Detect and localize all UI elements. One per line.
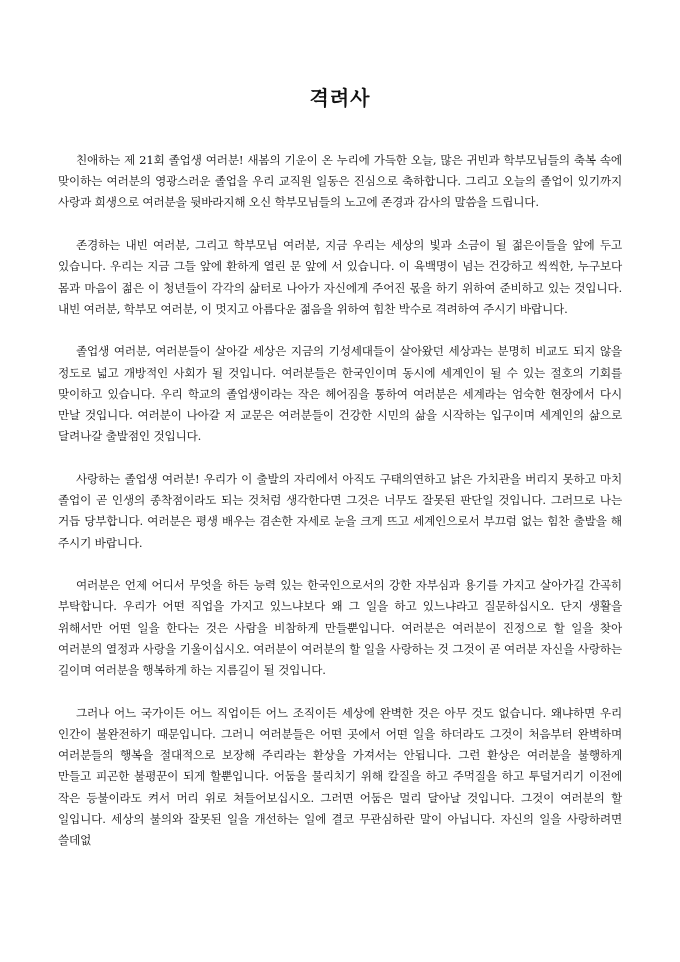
paragraph-2: 존경하는 내빈 여러분, 그리고 학부모님 여러분, 지금 우리는 세상의 빛과 소금이 될 젊은이들을 앞에 두고 있습니다. 우리는 지금 그들 앞에 환하게 열린 문 앞에 서 있습니다. 이 육백명이 넘는 건강하고 씩씩한, 누구보다 몸과 마음이 젊은 이 청년들이 각각의 삶터로 나아가 자신에게 주어진 몫을 하기 위하여 준비하고 있는 것입니다. 내빈 여러분, 학부모 여러분, 이 멋지고 아름다운 젊음을 위하여 힘찬 박수로 격려하여 주시기 바랍니다. bbox=[58, 238, 622, 316]
document-title: 격려사 bbox=[309, 86, 371, 110]
paragraph-4: 사랑하는 졸업생 여러분! 우리가 이 출발의 자리에서 아직도 구태의연하고 낡은 가치관을 버리지 못하고 마치 졸업이 곧 인생의 종착점이라도 되는 것처럼 생각한다면 그것은 너무도 잘못된 판단일 것입니다. 그러므로 나는 거듭 당부합니다. 여러분은 평생 배우는 겸손한 자세로 눈을 크게 뜨고 세계인으로서 부끄럼 없는 힘찬 출발을 해 주시기 바랍니다. bbox=[58, 471, 622, 550]
document-body bbox=[58, 150, 622, 873]
paragraph-3: 졸업생 여러분, 여러분들이 살아갈 세상은 지금의 기성세대들이 살아왔던 세상과는 분명히 비교도 되지 않을 정도로 넓고 개방적인 사회가 될 것입니다. 여러분들은 한국인이며 동시에 세계인이 될 수 있는 절호의 기회를 맞이하고 있습니다. 우리 학교의 졸업생이라는 작은 헤어짐을 통하여 여러분은 세계라는 엄숙한 현장에서 다시 만날 것입니다. 여러분이 나아갈 저 교문은 여러분들이 건강한 시민의 삶을 시작하는 입구이며 세계인의 삶으로 달려나갈 출발점인 것입니다. bbox=[58, 344, 622, 444]
paragraph-1: 친애하는 제 21회 졸업생 여러분! 새봄의 기운이 온 누리에 가득한 오늘, 많은 귀빈과 학부모님들의 축복 속에 맞이하는 여러분의 영광스러운 졸업을 우리 교직원 일동은 진심으로 축하합니다. 그리고 오늘의 졸업이 있기까지 사랑과 희생으로 여러분을 뒷바라지해 오신 학부모님들의 노고에 존경과 감사의 말씀을 드립니다. bbox=[58, 153, 622, 210]
paragraph-6: 그러나 어느 국가이든 어느 직업이든 어느 조직이든 세상에 완벽한 것은 아무 것도 없습니다. 왜냐하면 우리 인간이 불완전하기 때문입니다. 그러니 여러분들은 어떤 곳에서 어떤 일을 하더라도 그것이 처음부터 완벽하며 여러분들의 행복을 절대적으로 보장해 주리라는 환상을 가져서는 안됩니다. 그런 환상은 여러분을 불행하게 만들고 피곤한 불평꾼이 되게 할뿐입니다. 어둠을 물리치기 위해 칼질을 하고 주먹질을 하고 투덜거리기 이전에 작은 등불이라도 켜서 머리 위로 쳐들어보십시오. 그러면 어둠은 멀리 달아날 것입니다. 그것이 여러분의 할 일입니다. 세상의 불의와 잘못된 일을 개선하는 일에 결코 무관심하란 말이 아닙니다. 자신의 일을 사랑하려면 쓸데없 bbox=[58, 705, 622, 847]
paragraph-5: 여러분은 언제 어디서 무엇을 하든 능력 있는 한국인으로서의 강한 자부심과 용기를 가지고 살아가길 간곡히 부탁합니다. 우리가 어떤 직업을 가지고 있느냐보다 왜 그 일을 하고 있느냐라고 질문하십시오. 단지 생활을 위해서만 어떤 일을 한다는 것은 사람을 비참하게 만들뿐입니다. 여러분은 여러분이 진정으로 할 일을 찾아 여러분의 열정과 사랑을 기울이십시오. 여러분이 여러분의 할 일을 사랑하는 것 그것이 곧 여러분 자신을 사랑하는 길이며 여러분을 행복하게 하는 지름길이 될 것입니다. bbox=[58, 578, 622, 678]
